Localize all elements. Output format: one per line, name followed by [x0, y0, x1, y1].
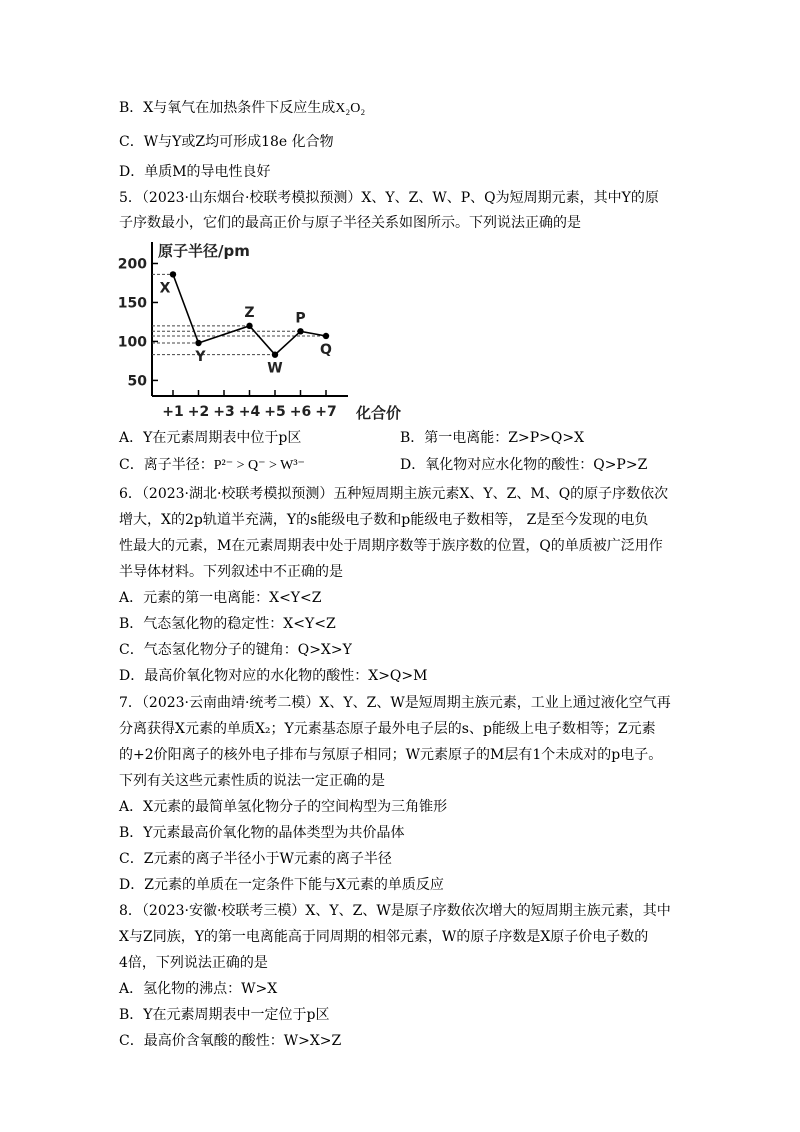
x-tick-label: +2 [187, 404, 210, 420]
q8-stem-line3: 4倍，下列说法正确的是 [119, 955, 268, 971]
chart-xlabel: 化合价 [356, 404, 402, 422]
q7-option-b: B．Y元素最高价氧化物的晶体类型为共价晶体 [119, 825, 405, 841]
q4-option-c: C．W与Y或Z均可形成18e 化合物 [119, 134, 334, 150]
q7-option-c: C．Z元素的离子半径小于W元素的离子半径 [119, 851, 392, 867]
atomic-radius-chart [116, 236, 426, 424]
q6-option-d: D．最高价氧化物对应的水化物的酸性：X>Q>M [119, 668, 428, 684]
x-tick-label: +1 [162, 404, 184, 420]
q4-option-b-text: B．X与氧气在加热条件下反应生成 [119, 100, 336, 116]
q8-option-a: A．氢化物的沸点：W>X [119, 981, 278, 997]
x-tick-label: +6 [289, 404, 312, 420]
q8-stem-line1: 8．（2023·安徽·校联考三模）X、Y、Z、W是原子序数依次增大的短周期主族元素，其中 [119, 903, 671, 919]
data-point-X [170, 271, 176, 277]
q6-option-a: A．元素的第一电离能：X<Y<Z [119, 590, 322, 606]
point-label-X: X [159, 280, 171, 297]
q8-option-c: C．最高价含氧酸的酸性：W>X>Z [119, 1033, 342, 1049]
data-point-W [272, 351, 278, 357]
q6-stem-line3: 性最大的元素，M在元素周期表中处于周期序数等于族序数的位置，Q的单质被广泛用作 [119, 538, 663, 554]
q6-option-c: C．气态氢化物分子的键角：Q>X>Y [119, 642, 352, 658]
x-tick-label: +3 [213, 404, 235, 420]
point-label-W: W [267, 360, 283, 377]
chart-title: 原子半径/pm [158, 242, 250, 260]
data-point-Q [323, 333, 329, 339]
q5-option-c-label: C．离子半径： [119, 457, 214, 473]
q4-option-b-formula: X₂O₂ [335, 101, 366, 116]
q5-option-c [119, 455, 305, 476]
point-label-P: P [295, 310, 306, 327]
q7-option-a: A．X元素的最简单氢化物分子的空间构型为三角锥形 [119, 799, 448, 815]
q5-stem-line2: 子序数最小，它们的最高正价与原子半径关系如图所示。下列说法正确的是 [119, 215, 581, 231]
q5-option-d: D．氧化物对应水化物的酸性：Q>P>Z [400, 457, 648, 473]
y-tick-label: 100 [117, 334, 147, 351]
q5-option-b: B．第一电离能：Z>P>Q>X [400, 430, 585, 446]
x-tick-label: +7 [315, 404, 337, 420]
y-tick-label: 200 [117, 256, 147, 273]
q6-stem-line4: 半导体材料。下列叙述中不正确的是 [119, 564, 343, 580]
q5-stem-line1: 5．（2023·山东烟台·校联考模拟预测）X、Y、Z、W、P、Q为短周期元素，其中Y的原 [119, 190, 659, 206]
data-point-Z [246, 323, 252, 329]
q8-option-b: B．Y在元素周期表中一定位于p区 [119, 1007, 330, 1023]
y-tick-label: 150 [117, 295, 147, 312]
x-tick-label: +5 [264, 404, 286, 420]
q7-stem-line1: 7．（2023·云南曲靖·统考二模）X、Y、Z、W是短周期主族元素，工业上通过液化空气再 [119, 695, 671, 711]
q7-stem-line3: 的+2价阳离子的核外电子排布与氖原子相同；W元素原子的M层有1个未成对的p电子。 [119, 747, 663, 763]
q7-option-d: D．Z元素的单质在一定条件下能与X元素的单质反应 [119, 877, 444, 893]
q7-stem-line4: 下列有关这些元素性质的说法一定正确的是 [119, 773, 385, 789]
y-tick-label: 50 [127, 373, 147, 390]
point-label-Q: Q [320, 341, 332, 358]
q6-stem-line2: 增大，X的2p轨道半充满，Y的s能级电子数和p能级电子数相等， Z是至今发现的电负 [119, 512, 649, 528]
data-point-Y [195, 340, 201, 346]
q5-option-c-formula: P²⁻ > Q⁻ > W³⁻ [213, 458, 305, 473]
point-label-Z: Z [244, 304, 255, 321]
x-tick-label: +4 [238, 404, 261, 420]
q6-stem-line1: 6．（2023·湖北·校联考模拟预测）五种短周期主族元素X、Y、Z、M、Q的原子序数依次 [119, 486, 669, 502]
q7-stem-line2: 分离获得X元素的单质X₂；Y元素基态原子最外电子层的s、p能级上电子数相等；Z元素 [119, 721, 656, 737]
q5-option-a: A．Y在元素周期表中位于p区 [119, 430, 302, 446]
data-point-P [297, 328, 303, 334]
point-label-Y: Y [195, 348, 206, 365]
q6-option-b: B．气态氢化物的稳定性：X<Y<Z [119, 616, 336, 632]
q4-option-b [119, 98, 365, 119]
q4-option-d: D．单质M的导电性良好 [119, 164, 271, 180]
q8-stem-line2: X与Z同族，Y的第一电离能高于同周期的相邻元素，W的原子序数是X原子价电子数的 [119, 929, 649, 945]
